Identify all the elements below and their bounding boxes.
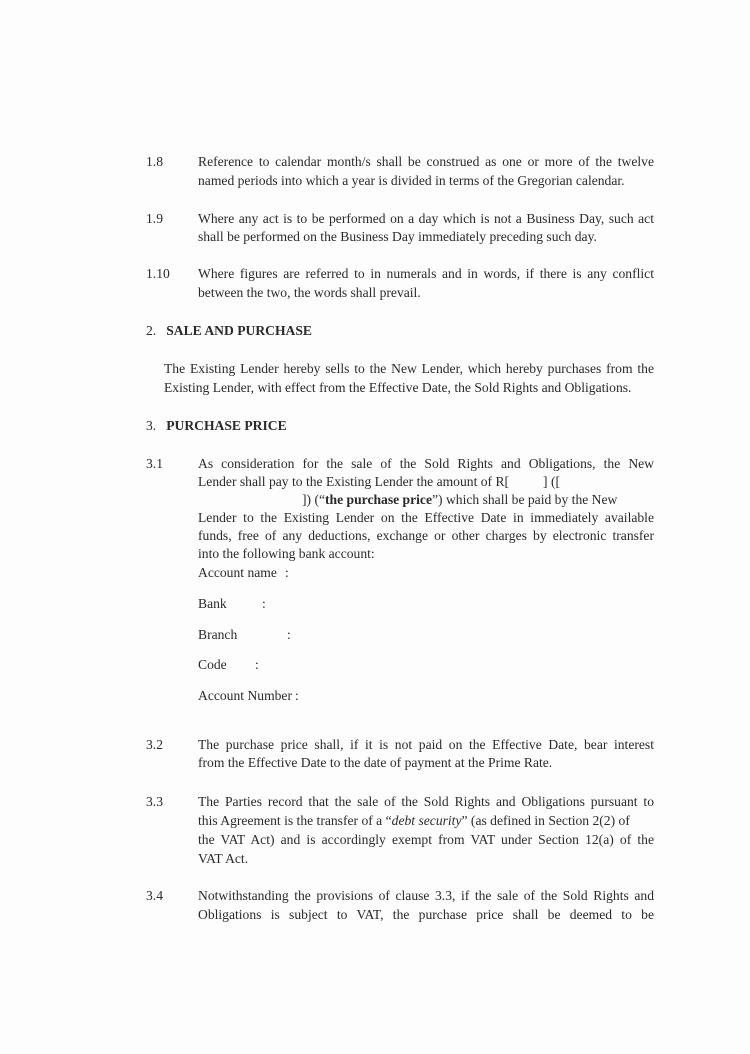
field-label: Branch — [198, 627, 238, 642]
section-heading — [146, 323, 312, 339]
clause-text: VAT Act. — [198, 851, 249, 866]
clause-text: Lender shall pay to the Existing Lender the amount of R[ ] ([ — [198, 474, 561, 489]
field-separator: : — [285, 565, 289, 580]
text-run: this Agreement is the transfer of a “ — [198, 813, 392, 828]
section-title: SALE AND PURCHASE — [166, 323, 312, 338]
section-title: PURCHASE PRICE — [166, 418, 287, 433]
section-number: 3. — [146, 418, 157, 433]
clause-text: As consideration for the sale of the Sold Rights and Obligations, the New — [198, 456, 654, 471]
clause-number: 3.4 — [146, 888, 163, 903]
clause-text: Where any act is to be performed on a day which is not a Business Day, such act — [198, 211, 654, 226]
clause-number: 3.1 — [146, 456, 163, 471]
clause-text: The Parties record that the sale of the Sold Rights and Obligations pursuant to — [198, 794, 654, 809]
section-heading — [146, 418, 287, 434]
clause-number: 1.9 — [146, 211, 163, 226]
field-label: Code — [198, 657, 227, 672]
field-label: Account name — [198, 565, 277, 580]
field-separator: : — [262, 596, 266, 611]
clause-text: The purchase price shall, if it is not paid on the Effective Date, bear interest — [198, 737, 654, 752]
bank-field-bank — [198, 596, 266, 612]
clause-text: Lender to the Existing Lender on the Effective Date in immediately available — [198, 510, 654, 525]
clause-text — [198, 813, 654, 829]
section-number: 2. — [146, 323, 157, 338]
clause-text: from the Effective Date to the date of payment at the Prime Rate. — [198, 755, 553, 770]
clause-text: the VAT Act) and is accordingly exempt from VAT under Section 12(a) of the — [198, 832, 654, 847]
clause-text: Where figures are referred to in numerals and in words, if there is any conflict — [198, 266, 654, 281]
clause-number: 3.2 — [146, 737, 163, 752]
field-label: Account Number — [198, 688, 292, 703]
bank-field-code — [198, 657, 259, 673]
defined-term: the purchase price — [325, 492, 432, 507]
bank-field-account-number — [198, 688, 299, 704]
clause-number: 1.8 — [146, 154, 163, 169]
field-separator: : — [287, 627, 291, 642]
clause-number: 3.3 — [146, 794, 163, 809]
field-separator: : — [255, 657, 259, 672]
clause-text: named periods into which a year is divided in terms of the Gregorian calendar. — [198, 173, 625, 188]
clause-text — [302, 492, 654, 508]
clause-text: Notwithstanding the provisions of clause 3.3, if the sale of the Sold Rights and — [198, 888, 654, 903]
field-separator: : — [295, 688, 299, 703]
clause-number: 1.10 — [146, 266, 170, 281]
clause-text: Obligations is subject to VAT, the purchase price shall be deemed to be — [198, 907, 654, 922]
section-text: The Existing Lender hereby sells to the New Lender, which hereby purchases from the — [164, 361, 654, 376]
text-run: ]) (“ — [302, 492, 326, 507]
clause-text: funds, free of any deductions, exchange or other charges by electronic transfer — [198, 528, 654, 543]
section-text: Existing Lender, with effect from the Effective Date, the Sold Rights and Obligations. — [164, 380, 632, 395]
clause-text: Reference to calendar month/s shall be construed as one or more of the twelve — [198, 154, 654, 169]
text-run: ” (as defined in Section 2(2) of — [461, 813, 630, 828]
bank-field-account-name — [198, 565, 289, 581]
text-run: ”) which shall be paid by the New — [432, 492, 618, 507]
bank-field-branch — [198, 627, 291, 643]
clause-text: shall be performed on the Business Day immediately preceding such day. — [198, 229, 597, 244]
clause-text: between the two, the words shall prevail. — [198, 285, 421, 300]
field-label: Bank — [198, 596, 227, 611]
defined-term: debt security — [391, 813, 462, 828]
clause-text: into the following bank account: — [198, 546, 375, 561]
